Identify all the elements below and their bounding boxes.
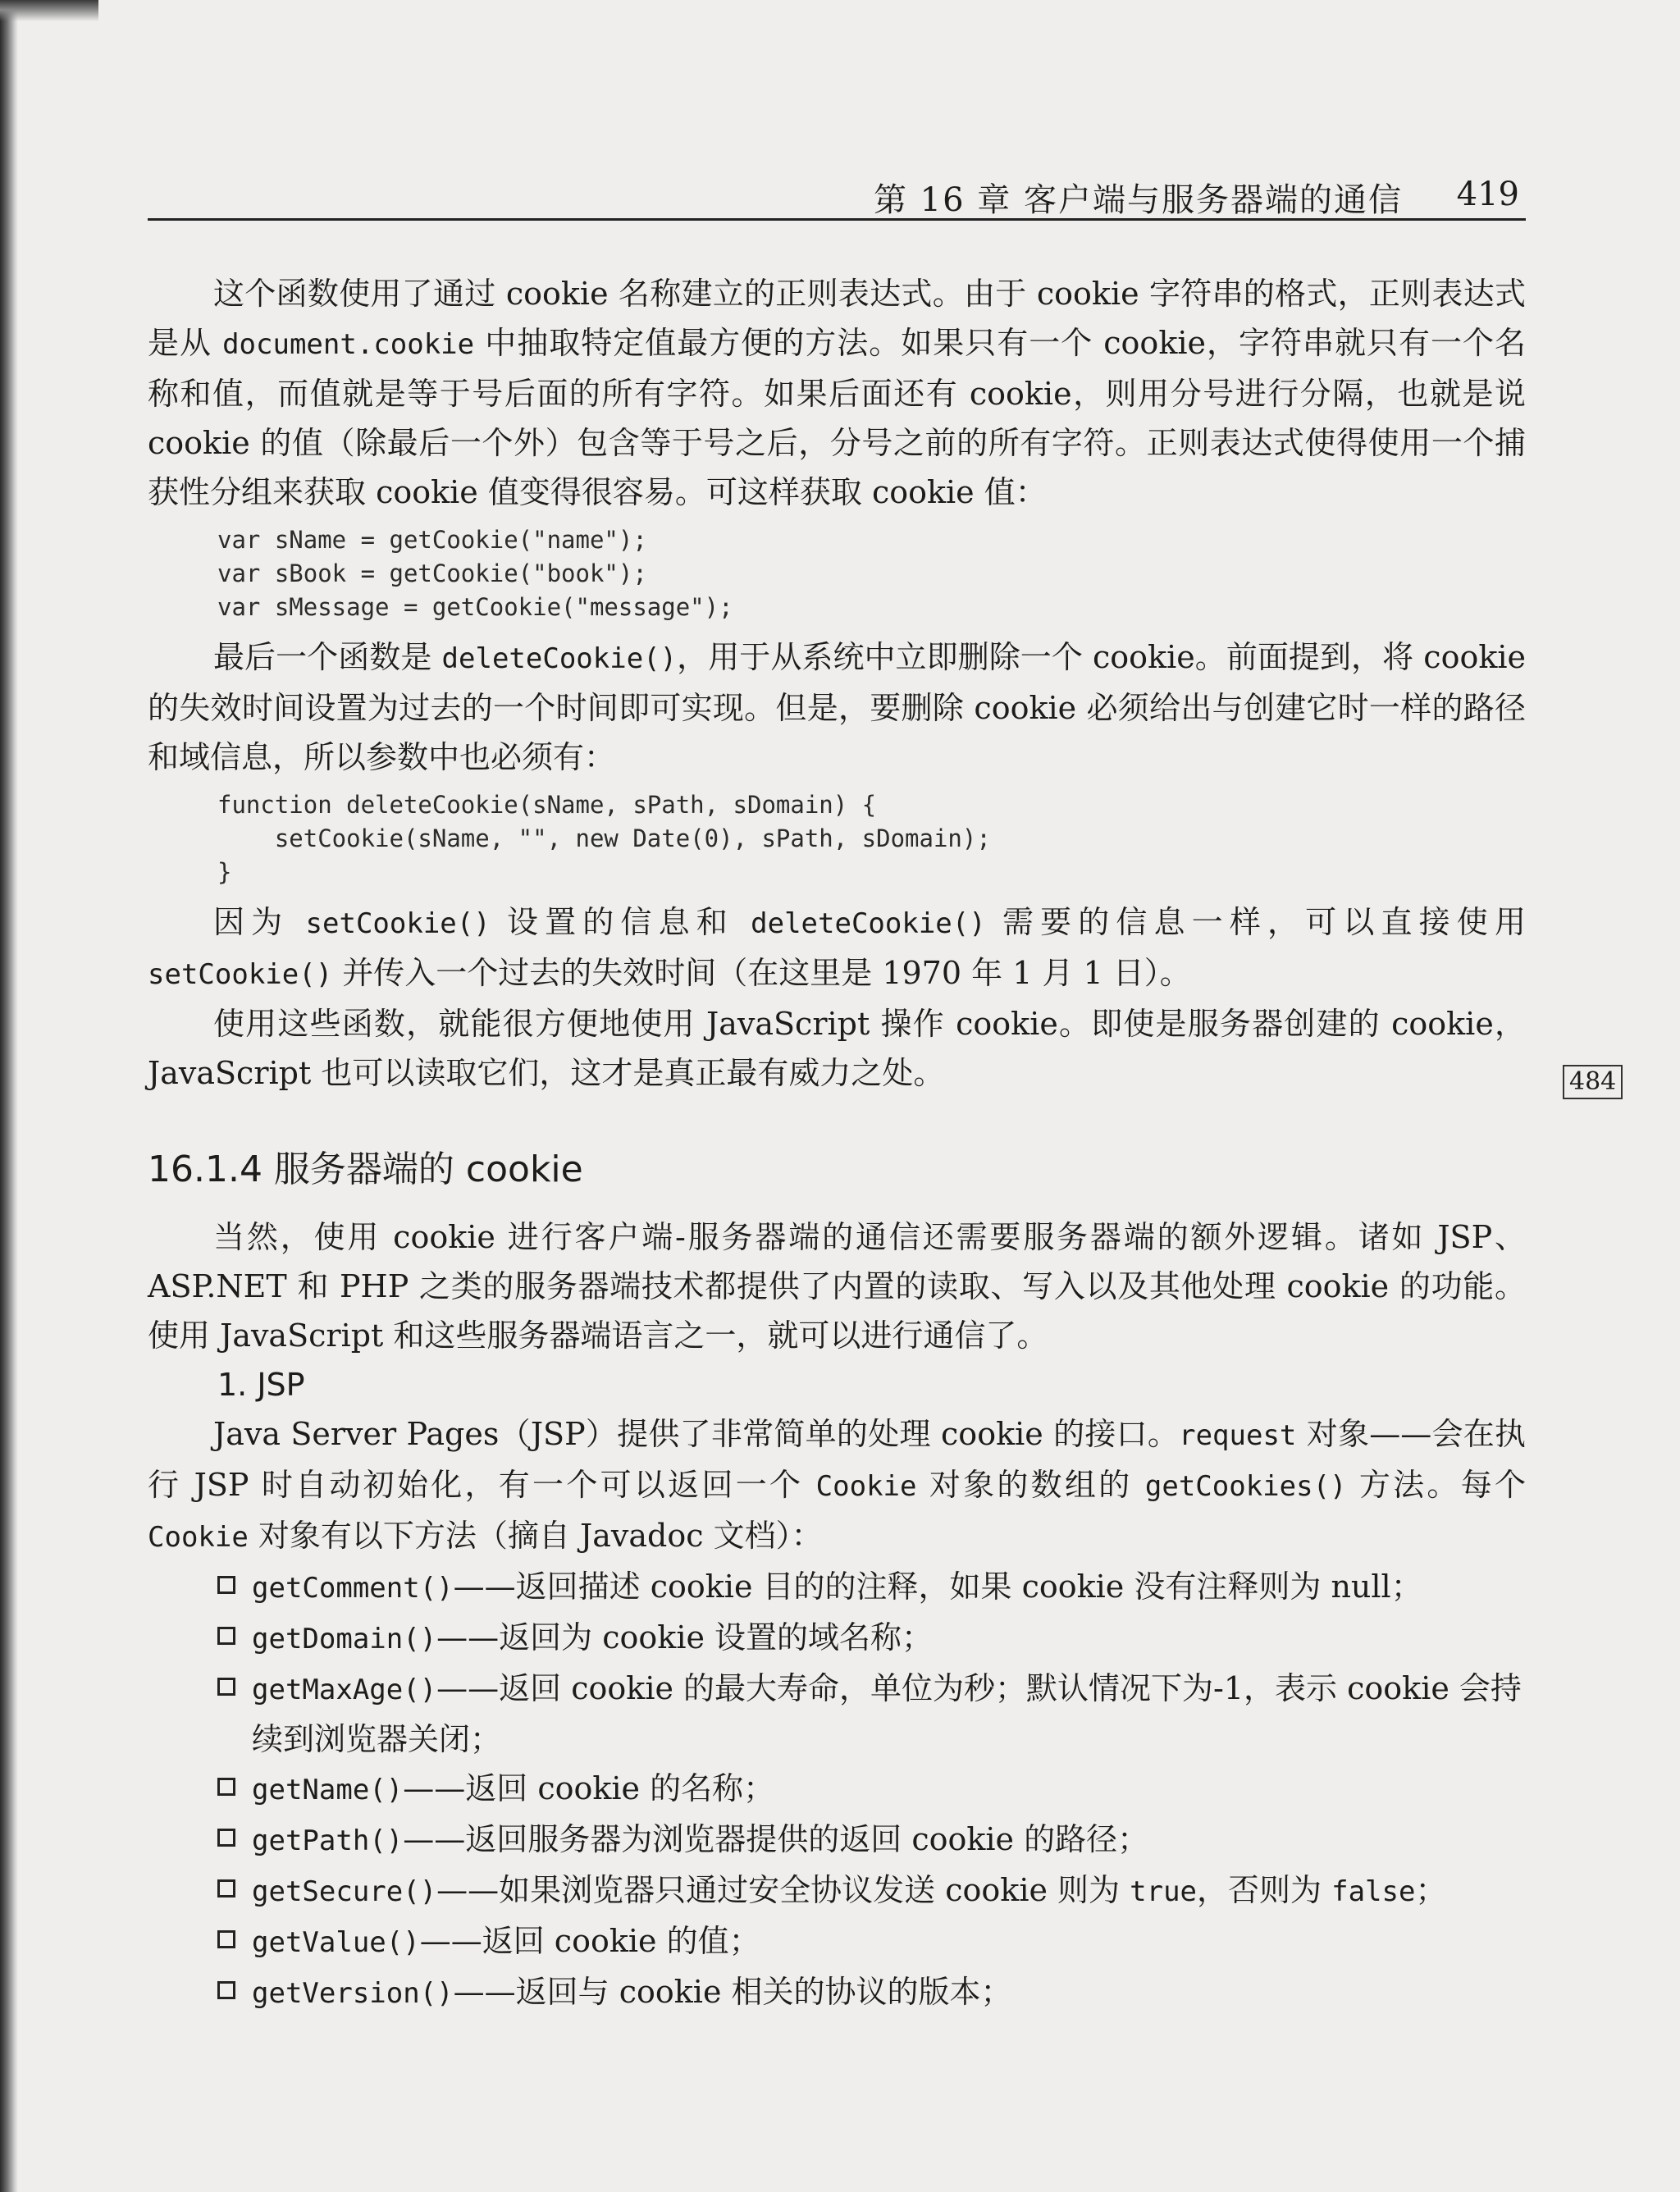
text-run: ，用于从系统中立即删除一个 cookie。前面提到，将 cookie 的失效时间设置为过去的一个时间即可实现。但是，要删除 cookie 必须给出与创建它时一样的路径和域信息，所以参数中也必须有： xyxy=(148,639,1526,775)
checkbox-bullet-icon xyxy=(217,1678,235,1696)
checkbox-bullet-icon xyxy=(217,1627,235,1645)
method-name: getPath() xyxy=(252,1824,404,1857)
text-run: Java Server Pages（JSP）提供了非常简单的处理 cookie 的接口。 xyxy=(213,1416,1180,1452)
checkbox-bullet-icon xyxy=(217,1778,235,1796)
list-item xyxy=(217,1815,1526,1865)
method-description: ——返回 cookie 的值； xyxy=(419,1923,760,1959)
inline-code: false xyxy=(1331,1875,1416,1908)
list-item xyxy=(217,1865,1526,1916)
inline-code: true xyxy=(1130,1875,1198,1908)
checkbox-bullet-icon xyxy=(217,1930,235,1948)
text-run: 方法。每个 xyxy=(1346,1467,1526,1503)
inline-code: setCookie() xyxy=(305,907,491,940)
method-description: ； xyxy=(1415,1872,1447,1908)
subheading-jsp: 1. JSP xyxy=(217,1367,305,1403)
section-heading: 16.1.4 服务器端的 cookie xyxy=(148,1149,583,1190)
method-name: getValue() xyxy=(252,1926,420,1959)
list-item xyxy=(217,1613,1526,1664)
inline-code: Cookie xyxy=(815,1470,917,1503)
list-item xyxy=(217,1764,1526,1815)
checkbox-bullet-icon xyxy=(217,1879,235,1897)
method-description: ——返回与 cookie 相关的协议的版本； xyxy=(453,1974,1012,2010)
text-run: 并传入一个过去的失效时间（在这里是 1970 年 1 月 1 日）。 xyxy=(332,955,1191,991)
method-description: ——返回描述 cookie 目的的注释，如果 cookie 没有注释则为 null； xyxy=(453,1569,1422,1605)
cookie-methods-list xyxy=(148,1562,1526,2018)
inline-code: request xyxy=(1179,1419,1297,1452)
text-run: 这个函数使用了通过 cookie 名称建立的正则表达式。由于 cookie 字符串的格式，正则表达式是从 xyxy=(148,276,1526,361)
checkbox-bullet-icon xyxy=(217,1829,235,1847)
code-block-getcookie: var sName = getCookie("name"); var sBook = getCookie("book"); var sMessage = getCookie("message"); xyxy=(217,526,733,621)
method-name: getDomain() xyxy=(252,1623,437,1655)
inline-code: Cookie xyxy=(148,1521,249,1554)
page-number: 419 xyxy=(1456,176,1519,213)
method-name: getName() xyxy=(252,1774,404,1806)
paragraph-server-side: 当然，使用 cookie 进行客户端-服务器端的通信还需要服务器端的额外逻辑。诸如 JSP、ASP.NET 和 PHP 之类的服务器端技术都提供了内置的读取、写入以及其他处理 cookie 的功能。使用 JavaScript 和这些服务器端语言之一，就可以进行通信了。 xyxy=(148,1219,1526,1354)
text-run: 对象有以下方法（摘自 Javadoc 文档）： xyxy=(248,1518,823,1554)
inline-code: getCookies() xyxy=(1144,1470,1347,1503)
inline-code: setCookie() xyxy=(148,958,333,991)
method-name: getSecure() xyxy=(252,1875,437,1908)
text-run: 设置的信息和 xyxy=(490,904,751,940)
checkbox-bullet-icon xyxy=(217,1576,235,1594)
list-item xyxy=(217,1664,1526,1764)
method-name: getComment() xyxy=(252,1572,454,1605)
method-description: ——如果浏览器只通过安全协议发送 cookie 则为 xyxy=(436,1872,1130,1908)
text-run: 中抽取特定值最方便的方法。如果只有一个 cookie，字符串就只有一个名称和值，而值就是等于号后面的所有字符。如果后面还有 cookie，则用分号进行分隔，也就是说 cookie 的值（除最后一个外）包含等于号之后，分号之前的所有字符。正则表达式使得使用一个捕获性分组来获取 cookie 值变得很容易。可这样获取 cookie 值： xyxy=(148,325,1526,510)
method-description: ——返回为 cookie 设置的域名称； xyxy=(436,1619,934,1655)
method-description: ——返回 cookie 的名称； xyxy=(403,1770,775,1806)
list-item xyxy=(217,1916,1526,1967)
running-header xyxy=(148,172,1526,221)
method-name: getMaxAge() xyxy=(252,1674,437,1706)
list-item xyxy=(217,1967,1526,2018)
inline-code: document.cookie xyxy=(222,328,475,361)
chapter-title: 第 16 章 客户端与服务器端的通信 xyxy=(873,181,1403,219)
code-block-deletecookie: function deleteCookie(sName, sPath, sDomain) { setCookie(sName, "", new Date(0), sPath, sDomain); } xyxy=(217,791,991,886)
paragraph-regex-explanation xyxy=(148,269,1526,517)
page-corner-shadow xyxy=(0,0,98,21)
paragraph-jsp xyxy=(148,1409,1526,1562)
text-run: 对象的数组的 xyxy=(916,1467,1145,1503)
inline-code: deleteCookie() xyxy=(751,907,986,940)
text-run: 最后一个函数是 xyxy=(213,639,442,675)
inline-code: deleteCookie() xyxy=(441,642,678,675)
margin-page-reference: 484 xyxy=(1563,1065,1623,1099)
paragraph-javascript-power: 使用这些函数，就能很方便地使用 JavaScript 操作 cookie。即使是服务器创建的 cookie，JavaScript 也可以读取它们，这才是真正最有威力之处。 xyxy=(148,1006,1526,1091)
list-item xyxy=(217,1562,1526,1613)
method-description: ——返回 cookie 的最大寿命，单位为秒；默认情况下为-1，表示 cookie 会持续到浏览器关闭； xyxy=(252,1670,1522,1757)
book-spine-shadow xyxy=(0,0,18,2192)
text-run: 需要的信息一样，可以直接使用 xyxy=(985,904,1526,940)
method-description: ，否则为 xyxy=(1197,1872,1332,1908)
paragraph-delete-cookie xyxy=(148,632,1526,782)
page-body xyxy=(148,269,1526,2018)
paragraph-setcookie-usage xyxy=(148,897,1526,999)
text-run: 对象——会在执行 JSP 时自动初始化，有一个可以返回一个 xyxy=(148,1416,1526,1503)
text-run: 因为 xyxy=(213,904,306,940)
checkbox-bullet-icon xyxy=(217,1981,235,1999)
method-name: getVersion() xyxy=(252,1977,454,2010)
method-description: ——返回服务器为浏览器提供的返回 cookie 的路径； xyxy=(403,1821,1149,1857)
